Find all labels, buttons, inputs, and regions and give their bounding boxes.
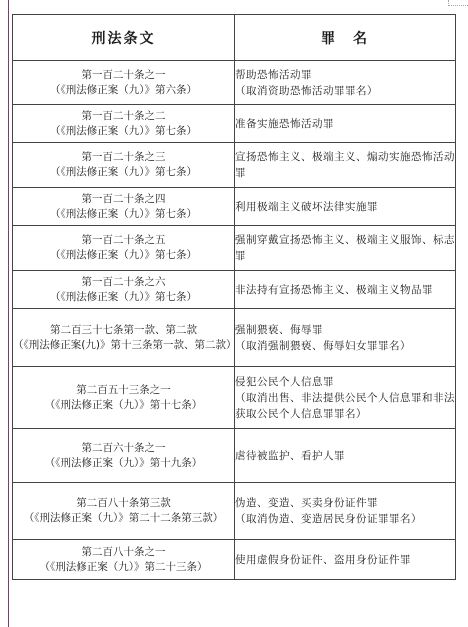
- article-cell: [13, 61, 235, 105]
- table-row: [13, 367, 456, 429]
- article-text: 第一百二十条之三: [81, 151, 166, 163]
- article-cell: [13, 105, 235, 143]
- table-row: [13, 483, 456, 540]
- crime-text: 宣扬恐怖主义、极端主义、煽动实施恐怖活动罪: [235, 151, 455, 179]
- article-text: （《刑法修正案（九）》第二十二条第三款）: [23, 512, 224, 524]
- article-text: （《刑法修正案（九）》第七条）: [50, 124, 197, 137]
- article-text: 第二百八十条第三款: [76, 497, 171, 509]
- page-corner-mark: [448, 0, 468, 6]
- table-row: [13, 226, 456, 271]
- crime-cell: [235, 105, 456, 143]
- article-cell: [13, 188, 235, 226]
- crime-text: 强制穿戴宣扬恐怖主义、极端主义服饰、标志罪: [235, 234, 455, 262]
- crime-cell: [235, 61, 456, 105]
- article-text: 第一百二十条之六: [81, 275, 166, 288]
- crime-text: 帮助恐怖活动罪: [235, 68, 312, 81]
- crime-cell: [235, 271, 456, 309]
- article-text: 第二百六十条之一: [81, 441, 166, 454]
- table-row: [13, 188, 456, 226]
- table-row: [13, 143, 456, 188]
- article-text: （《刑法修正案（九）》第七条）: [50, 249, 197, 261]
- crime-text: （取消出售、非法提供公民个人信息罪和非法获取公民个人信息罪罪名）: [235, 391, 455, 420]
- crime-cell: [235, 309, 456, 367]
- crime-table: [12, 14, 456, 580]
- header-article: 刑法条文: [13, 15, 235, 61]
- article-text: （《刑法修正案（九）》第七条）: [50, 166, 197, 178]
- table-row: [13, 61, 456, 105]
- table-row: [13, 429, 456, 483]
- crime-text: （取消伪造、变造居民身份证罪罪名）: [235, 513, 422, 525]
- crime-text: 伪造、变造、买卖身份证件罪: [235, 497, 378, 509]
- table-body: [13, 61, 456, 580]
- crime-text: 侵犯公民个人信息罪: [235, 375, 334, 388]
- crime-text: 利用极端主义破坏法律实施罪: [235, 200, 378, 213]
- article-text: 第二百五十三条之一: [76, 383, 171, 396]
- page-margin-line: [8, 0, 9, 627]
- crime-text: 虐待被监护、看护人罪: [235, 449, 345, 462]
- crime-text: 强制猥亵、侮辱罪: [235, 323, 323, 336]
- article-cell: [13, 309, 235, 367]
- article-text: （《刑法修正案（九）》第六条）: [50, 83, 197, 96]
- article-text: 第一百二十条之二: [81, 109, 166, 122]
- crime-text: 使用虚假身份证件、盗用身份证件罪: [235, 553, 411, 566]
- article-cell: [13, 367, 235, 429]
- article-text: 第一百二十条之四: [81, 192, 166, 205]
- crime-cell: [235, 429, 456, 483]
- crime-text: （取消资助恐怖活动罪罪名）: [235, 84, 378, 97]
- article-text: 第一百二十条之五: [81, 234, 166, 246]
- article-text: 第一百二十条之一: [81, 68, 166, 81]
- crime-cell: [235, 540, 456, 580]
- article-text: （《刑法修正案（九）》第七条）: [50, 290, 197, 303]
- article-cell: [13, 271, 235, 309]
- article-text: 第二百三十七条第一款、第二款: [50, 323, 197, 336]
- article-text: （《刑法修正案（九）》第十七条）: [44, 398, 203, 411]
- crime-text: 准备实施恐怖活动罪: [235, 117, 334, 130]
- table-header-row: [13, 15, 456, 61]
- crime-cell: [235, 483, 456, 540]
- table-row: [13, 105, 456, 143]
- table-row: [13, 271, 456, 309]
- crime-cell: [235, 226, 456, 271]
- article-text: （《刑法修正案（九）》第十九条）: [44, 456, 203, 469]
- article-text: 第二百八十条之一: [81, 545, 166, 558]
- article-cell: [13, 483, 235, 540]
- crime-cell: [235, 367, 456, 429]
- crime-cell: [235, 188, 456, 226]
- article-text: （《刑法修正案(九)》第十三条第一款、第二款）: [13, 338, 237, 351]
- article-cell: [13, 429, 235, 483]
- table-row: [13, 309, 456, 367]
- crime-text: 非法持有宣扬恐怖主义、极端主义物品罪: [235, 283, 433, 296]
- article-text: （《刑法修正案（九）》第二十三条）: [39, 560, 208, 573]
- article-cell: [13, 226, 235, 271]
- article-text: （《刑法修正案（九）》第七条）: [50, 207, 197, 220]
- article-cell: [13, 540, 235, 580]
- header-crime: 罪 名: [235, 15, 456, 61]
- crime-cell: [235, 143, 456, 188]
- table-row: [13, 540, 456, 580]
- article-cell: [13, 143, 235, 188]
- crime-text: （取消强制猥亵、侮辱妇女罪罪名）: [235, 339, 411, 352]
